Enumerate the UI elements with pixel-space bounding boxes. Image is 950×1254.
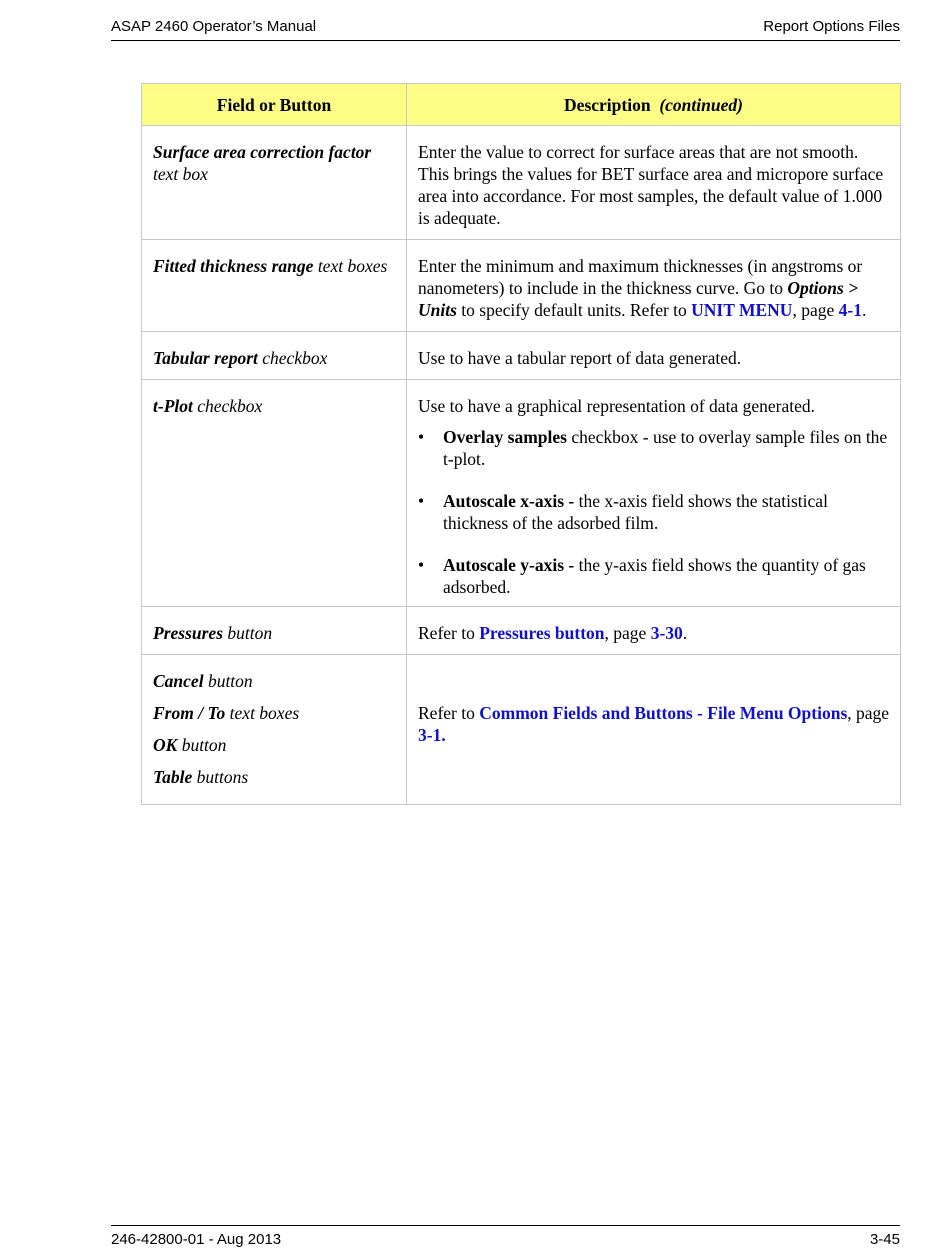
page-3-30-link[interactable]: 3-30	[650, 623, 683, 643]
field-cell: Fitted thickness range text boxes	[142, 240, 407, 332]
page-header	[111, 16, 900, 41]
description-cell: Refer to Common Fields and Buttons - File Menu Options, page 3-1.	[407, 655, 901, 805]
bullet-item: • Autoscale y-axis - the y-axis field shows the quantity of gas adsorbed.	[418, 555, 866, 597]
description-cell: Use to have a tabular report of data generated.	[407, 332, 901, 380]
table-row	[142, 380, 901, 607]
field-cell: Cancel button From / To text boxes OK button Table buttons	[142, 655, 407, 805]
field-cell: Surface area correction factor text box	[142, 126, 407, 240]
bullet-item: • Overlay samples checkbox - use to overlay sample files on the t-plot.	[418, 427, 888, 469]
description-cell: Enter the minimum and maximum thicknesses (in angstroms or nanometers) to include in the thickness curve. Go to Options > Units to specify default units. Refer to UNIT MENU, page 4-1.	[407, 240, 901, 332]
pressures-button-link[interactable]: Pressures button	[479, 623, 605, 643]
page-footer	[111, 1225, 900, 1248]
description-cell: Use to have a graphical representation of data generated. • Overlay samples checkbox - use to overlay sample files on the t-plot. • Autoscale x-axis - the x-axis field shows the statistical thickness of the adsorbed film. • Autoscale y-axis - the y-axis field shows the quantity of gas adsorbed.	[407, 380, 901, 607]
table-row	[142, 126, 901, 240]
page-4-1-link[interactable]: 4-1	[838, 300, 862, 320]
table-row	[142, 607, 901, 655]
manual-title: ASAP 2460 Operator’s Manual	[111, 18, 317, 35]
table-row	[142, 240, 901, 332]
field-cell: Tabular report checkbox	[142, 332, 407, 380]
table-row	[142, 332, 901, 380]
bullet-item: • Autoscale x-axis - the x-axis field shows the statistical thickness of the adsorbed film.	[418, 491, 828, 533]
field-cell: t-Plot checkbox	[142, 380, 407, 607]
document-number: 246-42800-01 - Aug 2013	[111, 1231, 282, 1248]
table-row	[142, 655, 901, 805]
field-description-table	[141, 83, 901, 805]
table-header-row	[142, 84, 901, 126]
page-number: 3-45	[869, 1231, 900, 1248]
description-cell: Enter the value to correct for surface areas that are not smooth. This brings the values for BET surface area and micropore surface area into accordance. For most samples, the default value of 1.000 is adequate.	[407, 126, 901, 240]
unit-menu-link[interactable]: UNIT MENU	[691, 300, 793, 320]
description-cell: Refer to Pressures button, page 3-30.	[407, 607, 901, 655]
common-fields-link[interactable]: Common Fields and Buttons - File Menu Options	[479, 703, 848, 723]
col-description-header: Description (continued)	[407, 84, 901, 126]
section-title: Report Options Files	[763, 18, 900, 35]
page-3-1-link[interactable]: 3-1	[418, 725, 442, 745]
col-field-header: Field or Button	[142, 84, 407, 126]
field-cell: Pressures button	[142, 607, 407, 655]
